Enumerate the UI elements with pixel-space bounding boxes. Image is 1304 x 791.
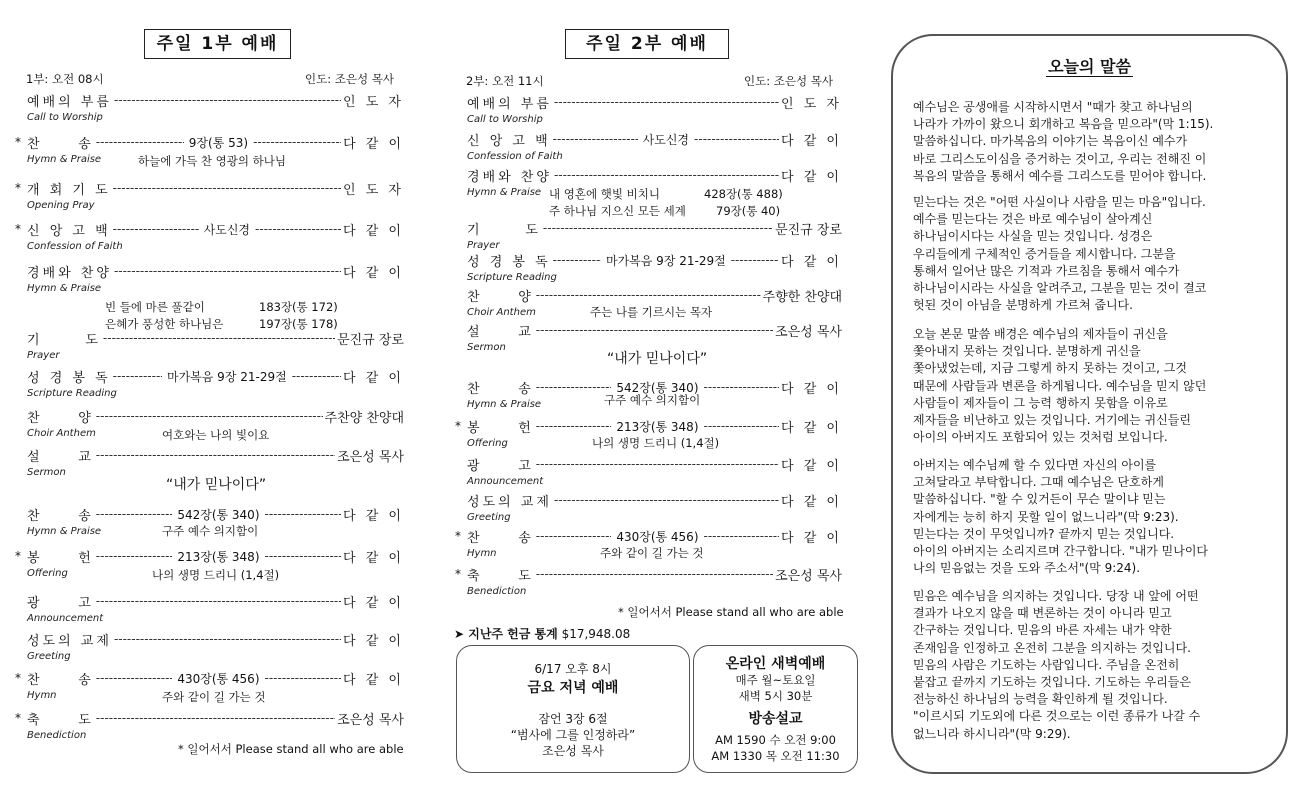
leader-dots — [96, 135, 184, 149]
word-line: 하나님이시다는 사실을 믿는 것입니다. 성경은 — [913, 229, 1153, 244]
offering-stats — [454, 625, 630, 642]
word-line: 헛된 것이 아님을 분명하게 가르쳐 줍니다. — [913, 298, 1133, 313]
leader-dots — [536, 419, 612, 433]
order-english: Choir Anthem — [467, 307, 536, 318]
word-line: 전능하신 하나님의 능력을 확인하게 될 것입니다. — [913, 692, 1168, 707]
leader-dots — [543, 221, 773, 235]
word-paragraph — [913, 457, 1269, 577]
order-label: 설 교 — [467, 324, 534, 340]
word-paragraph — [913, 588, 1269, 743]
hymn-title: 여호와는 나의 빛이요 — [162, 428, 270, 442]
friday-sermon: “범사에 그를 인정하라” — [510, 728, 636, 742]
word-line: 간구하는 것입니다. 믿음의 바른 자세는 내가 약한 — [913, 623, 1172, 638]
order-leader: 조은성 목사 — [337, 449, 404, 465]
order-label: 성 경 봉 독 — [27, 370, 111, 386]
order-label: 찬 양 — [467, 289, 534, 305]
order-detail: 430장(통 456) — [177, 671, 260, 686]
order-row — [467, 130, 842, 148]
order-label: 찬 송 — [467, 381, 534, 397]
order-english: Scripture Reading — [467, 272, 557, 283]
order-english: Confession of Faith — [27, 241, 123, 252]
order-detail: 213장(통 348) — [616, 419, 699, 434]
praise-song-number: 197장(통 178) — [259, 317, 338, 331]
todays-word-panel — [891, 34, 1288, 774]
broadcast-am1330: AM 1330 목 오전 11:30 — [711, 749, 840, 763]
order-english: Opening Pray — [27, 200, 95, 211]
word-line: 아버지는 예수님께 할 수 있다면 자신의 아이를 — [913, 458, 1157, 472]
order-label: 개 회 기 도 — [27, 182, 111, 198]
service2-leader: 인도: 조은성 목사 — [744, 74, 833, 88]
order-label: 광 고 — [467, 458, 534, 474]
order-detail: 9장(통 53) — [188, 135, 249, 150]
friday-preacher: 조은성 목사 — [542, 744, 604, 758]
order-label: 봉 헌 — [27, 550, 94, 566]
leader-dots — [114, 93, 341, 107]
leader-dots — [253, 135, 341, 149]
order-label: 축 도 — [27, 712, 94, 728]
service1-leader: 인도: 조은성 목사 — [305, 72, 394, 86]
word-line: 바로 그리스도이심을 증거하는 것이고, 우리는 전해진 이 — [913, 151, 1207, 166]
word-paragraph — [913, 99, 1269, 185]
order-leader: 다 같 이 — [781, 169, 842, 185]
order-label: 설 교 — [27, 449, 94, 465]
leader-dots — [554, 168, 779, 182]
leader-dots — [96, 549, 173, 563]
hymn-title: 나의 생명 드리니 (1,4절) — [592, 436, 720, 450]
order-label: 축 도 — [467, 568, 534, 584]
hymn-title: 구주 예수 의지함이 — [162, 524, 259, 538]
leader-dots — [536, 567, 773, 581]
friday-title: 금요 저녁 예배 — [527, 680, 619, 696]
stand-mark: * — [15, 222, 21, 236]
order-leader: 인 도 자 — [781, 96, 842, 112]
order-row — [467, 166, 842, 184]
leader-dots — [704, 529, 780, 543]
stand-mark: * — [455, 567, 461, 581]
order-leader: 다 같 이 — [343, 672, 404, 688]
order-label: 신 앙 고 백 — [467, 133, 551, 149]
order-label: 광 고 — [27, 595, 94, 611]
order-label: 예배의 부름 — [27, 94, 112, 110]
order-english: Hymn & Praise — [467, 399, 542, 410]
order-leader: 다 같 이 — [343, 136, 405, 152]
service1-time: 1부: 오전 08시 — [26, 72, 104, 86]
order-label: 찬 송 — [27, 672, 94, 688]
order-leader: 다 같 이 — [781, 530, 842, 546]
order-leader: 다 같 이 — [343, 508, 404, 524]
service1-sermon-title: “내가 믿나이다” — [166, 477, 267, 493]
order-row — [467, 321, 842, 339]
order-english: Greeting — [27, 651, 71, 662]
word-line: 통해서 일어난 많은 기적과 가르침을 통해서 예수가 — [913, 263, 1180, 278]
leader-dots — [113, 181, 341, 195]
stand-mark: * — [15, 181, 21, 195]
order-label: 봉 헌 — [467, 420, 534, 436]
praise-song-number: 183장(통 172) — [259, 300, 338, 314]
word-line: 믿는다는 것이 무엇입니까? 끝까지 믿는 것입니다. — [913, 526, 1175, 541]
word-line: 때문에 사람들과 변론을 하게됩니다. 예수님을 믿지 않던 — [913, 378, 1207, 393]
order-leader: 다 같 이 — [343, 265, 404, 281]
order-english: Sermon — [467, 342, 506, 353]
word-line: "이르시되 기도외에 다른 것으로는 이런 종류가 나갈 수 — [913, 709, 1201, 724]
order-row — [467, 219, 842, 237]
friday-date: 6/17 오후 8시 — [534, 662, 612, 676]
leader-dots — [536, 288, 761, 302]
word-line: 복음의 말씀을 통해서 예수를 그리스도를 믿어야 합니다. — [913, 168, 1207, 183]
stand-mark: * — [455, 419, 461, 433]
order-leader: 다 같 이 — [781, 420, 842, 436]
order-row — [467, 93, 842, 111]
order-leader: 조은성 목사 — [337, 712, 404, 728]
word-line: 말씀하십니다. 마가복음의 이야기는 복음이신 예수가 — [913, 134, 1188, 149]
order-english: Offering — [467, 438, 508, 449]
hymn-title: 주와 같이 길 가는 것 — [162, 690, 266, 704]
online-service-box — [693, 645, 858, 773]
leader-dots — [96, 507, 173, 521]
praise-song-title: 빈 들에 마른 풀같이 — [105, 300, 205, 314]
service2-stand-note: * 일어서서 Please stand all who are able — [618, 605, 844, 619]
order-row — [15, 709, 404, 728]
order-label: 찬 송 — [467, 530, 534, 546]
order-leader: 다 같 이 — [343, 223, 404, 239]
leader-dots — [536, 380, 612, 394]
word-line: 쫓아냈었는데, 지금 그렇게 하지 못하는 것이고, 그것 — [913, 361, 1187, 376]
order-english: Sermon — [27, 467, 66, 478]
order-row — [15, 133, 405, 152]
order-detail: 213장(통 348) — [177, 549, 260, 564]
leader-dots — [704, 380, 780, 394]
word-line: 하나님이시라는 사실을 알려주고, 그분을 믿는 것이 결코 — [913, 281, 1207, 296]
todays-word-title: 오늘의 말씀 — [1048, 57, 1131, 76]
order-leader: 다 같 이 — [781, 494, 842, 510]
word-line: 사람들이 제자들이 그 능력 행하지 못함을 이유로 — [913, 395, 1168, 410]
order-leader: 주찬양 찬양대 — [324, 410, 404, 426]
offering-stats-label: ➤ 지난주 헌금 통계 — [454, 627, 558, 641]
leader-dots — [265, 671, 342, 685]
order-leader: 인 도 자 — [343, 182, 404, 198]
leader-dots — [292, 369, 341, 383]
leader-dots — [96, 594, 341, 608]
leader-dots — [96, 448, 335, 462]
order-leader: 다 같 이 — [343, 633, 404, 649]
order-label: 성도의 교제 — [467, 494, 552, 510]
order-english: Offering — [27, 568, 68, 579]
order-detail: 마가복음 9장 21-29절 — [167, 369, 287, 384]
leader-dots — [536, 323, 773, 337]
word-line: 예수님은 공생애를 시작하시면서 "때가 찾고 하나님의 — [913, 100, 1193, 114]
order-detail: 마가복음 9장 21-29절 — [606, 253, 726, 268]
order-detail: 사도신경 — [203, 222, 251, 237]
order-leader: 다 같 이 — [343, 595, 404, 611]
word-line: 오늘 본문 말씀 배경은 예수님의 제자들이 귀신을 — [913, 327, 1168, 341]
broadcast-title: 방송설교 — [748, 711, 803, 727]
order-label: 찬 양 — [27, 410, 94, 426]
praise-song-number: 428장(통 488) — [704, 187, 783, 201]
praise-song-title: 은혜가 풍성한 하나님은 — [105, 317, 224, 331]
order-row — [27, 407, 404, 425]
order-row — [27, 91, 404, 109]
service1-title: 주일 1부 예배 — [144, 29, 291, 59]
order-english: Prayer — [27, 350, 60, 361]
leader-dots — [114, 632, 341, 646]
word-line: 믿음은 예수님을 의지하는 것입니다. 당장 내 앞에 어떤 — [913, 589, 1199, 603]
order-leader: 다 같 이 — [781, 133, 842, 149]
order-row — [15, 547, 404, 566]
leader-dots — [96, 671, 173, 685]
order-english: Confession of Faith — [467, 151, 563, 162]
order-leader: 조은성 목사 — [775, 324, 842, 340]
hymn-title: 하늘에 가득 찬 영광의 하나님 — [138, 154, 286, 168]
order-detail: 430장(통 456) — [616, 529, 699, 544]
word-line: 믿는다는 것은 "어떤 사실이나 사람을 믿는 마음"입니다. — [913, 195, 1206, 209]
service1-stand-note: * 일어서서 Please stand all who are able — [178, 742, 404, 756]
order-label: 찬 송 — [27, 508, 94, 524]
order-row — [467, 491, 842, 509]
stand-mark: * — [15, 549, 21, 563]
order-leader: 조은성 목사 — [775, 568, 842, 584]
order-english: Hymn — [467, 548, 497, 559]
order-label: 경배와 찬양 — [467, 169, 552, 185]
leader-dots — [113, 222, 199, 236]
leader-dots — [554, 95, 779, 109]
order-english: Hymn & Praise — [27, 526, 102, 537]
word-line: 붙잡고 끝까지 기도하는 것입니다. 기도하는 우리들은 — [913, 675, 1191, 690]
leader-dots — [114, 264, 341, 278]
service2-time: 2부: 오전 11시 — [466, 74, 544, 88]
order-label: 경배와 찬양 — [27, 265, 112, 281]
leader-dots — [536, 529, 612, 543]
order-row — [467, 455, 842, 473]
order-leader: 다 같 이 — [781, 381, 842, 397]
order-english: Announcement — [467, 476, 544, 487]
offering-stats-amount: $17,948.08 — [561, 627, 631, 641]
leader-dots — [554, 493, 779, 507]
order-leader: 다 같 이 — [781, 458, 842, 474]
order-row — [15, 179, 404, 198]
order-label: 성도의 교제 — [27, 633, 112, 649]
order-label: 성 경 봉 독 — [467, 254, 551, 270]
order-english: Call to Worship — [467, 114, 543, 125]
online-time: 새벽 5시 30분 — [738, 689, 813, 703]
broadcast-am1590: AM 1590 수 오전 9:00 — [715, 733, 836, 747]
online-days: 매주 월~토요일 — [735, 673, 816, 687]
leader-dots — [96, 409, 323, 423]
word-line: 예수를 믿는다는 것은 바로 예수님이 살아계신 — [913, 212, 1153, 227]
order-leader: 다 같 이 — [343, 550, 404, 566]
order-english: Hymn & Praise — [27, 154, 102, 165]
order-english: Prayer — [467, 240, 500, 251]
hymn-title: 나의 생명 드리니 (1,4절) — [152, 568, 280, 582]
order-leader: 문진규 장로 — [337, 332, 404, 348]
order-english: Greeting — [467, 512, 511, 523]
word-line: 아이의 아버지는 소리지르며 간구합니다. "내가 믿나이다 — [913, 544, 1209, 559]
order-row — [15, 220, 404, 239]
order-leader: 다 같 이 — [781, 254, 842, 270]
stand-mark: * — [15, 671, 21, 685]
word-line: 고쳐달라고 부탁합니다. 그때 예수님은 단호하게 — [913, 475, 1164, 490]
order-label: 예배의 부름 — [467, 96, 552, 112]
leader-dots — [255, 222, 341, 236]
order-row — [27, 630, 404, 648]
order-detail: 542장(통 340) — [616, 380, 699, 395]
word-line: 나라가 가까이 왔으니 회개하고 복음을 믿으라"(막 1:15). — [913, 117, 1214, 132]
order-english: Scripture Reading — [27, 388, 117, 399]
order-leader: 문진규 장로 — [775, 222, 842, 238]
word-line: 제자들을 비난하고 있는 것입니다. 거기에는 귀신들린 — [913, 413, 1191, 428]
order-row — [27, 446, 404, 464]
leader-dots — [265, 549, 342, 563]
order-label: 찬 송 — [27, 136, 94, 152]
leader-dots — [103, 331, 335, 345]
friday-service-box — [456, 645, 690, 773]
order-leader: 주향한 찬양대 — [762, 289, 842, 305]
leader-dots — [731, 253, 779, 267]
order-row — [27, 592, 404, 610]
order-row — [455, 417, 842, 436]
word-paragraph — [913, 326, 1269, 446]
order-detail: 사도신경 — [642, 132, 690, 147]
leader-dots — [265, 507, 342, 521]
stand-mark: * — [15, 711, 21, 725]
order-leader: 다 같 이 — [343, 370, 404, 386]
hymn-title: 주는 나를 기르시는 목자 — [590, 305, 713, 319]
word-line: 자에게는 능히 하지 못할 일이 없느니라"(막 9:23). — [913, 509, 1179, 524]
stand-mark: * — [15, 135, 21, 149]
order-detail: 542장(통 340) — [177, 507, 260, 522]
order-row — [467, 286, 842, 304]
order-leader: 인 도 자 — [343, 94, 404, 110]
leader-dots — [694, 132, 779, 146]
order-english: Benediction — [467, 586, 527, 597]
word-line: 우리들에게 구체적인 증거들을 제시합니다. 그분을 — [913, 246, 1176, 261]
order-row — [467, 251, 842, 269]
service2-title: 주일 2부 예배 — [565, 29, 729, 59]
order-row — [27, 262, 404, 280]
leader-dots — [704, 419, 780, 433]
order-english: Benediction — [27, 730, 87, 741]
word-line: 믿음의 사람은 기도하는 사람입니다. 주님을 온전히 — [913, 657, 1180, 672]
leader-dots — [553, 253, 601, 267]
stand-mark: * — [455, 529, 461, 543]
word-line: 결과가 나오지 않을 때 변론하는 것이 아니라 믿고 — [913, 606, 1172, 621]
order-row — [455, 565, 842, 584]
order-row — [455, 527, 842, 546]
leader-dots — [113, 369, 162, 383]
word-line: 말씀하십니다. "할 수 있거든이 무슨 말이냐 믿는 — [913, 492, 1166, 507]
service2-sermon-title: “내가 믿나이다” — [607, 351, 708, 367]
order-label: 신 앙 고 백 — [27, 223, 111, 239]
word-line: 아이의 아버지도 포함되어 있는 것처럼 보입니다. — [913, 430, 1168, 445]
leader-dots — [553, 132, 638, 146]
word-line: 존재임을 인정하고 온전히 그분을 의지하는 것입니다. — [913, 640, 1191, 655]
praise-song-number: 79장(통 40) — [716, 204, 781, 218]
word-line: 없느니라 하시니라"(막 9:29). — [913, 726, 1071, 741]
word-paragraph — [913, 194, 1269, 314]
order-english: Call to Worship — [27, 112, 103, 123]
word-line: 쫓아내지 못하는 것입니다. 분명하게 귀신을 — [913, 344, 1141, 359]
order-row — [27, 505, 404, 523]
friday-scripture: 잠언 3장 6절 — [538, 712, 608, 726]
hymn-title: 주와 같이 길 가는 것 — [600, 546, 704, 560]
order-english: Hymn & Praise — [27, 283, 102, 294]
order-english: Hymn — [27, 690, 57, 701]
order-english: Announcement — [27, 613, 104, 624]
order-english: Choir Anthem — [27, 428, 96, 439]
hymn-title: 구주 예수 의지함이 — [604, 393, 701, 407]
leader-dots — [536, 457, 779, 471]
order-row — [15, 669, 404, 688]
order-english: Hymn & Praise — [467, 187, 542, 198]
order-row — [27, 367, 404, 385]
online-title: 온라인 새벽예배 — [725, 656, 826, 672]
praise-song-title: 주 하나님 지으신 모든 세계 — [549, 204, 686, 218]
order-label: 기 도 — [27, 332, 101, 348]
word-line: 나의 믿음없는 것을 도와 주소서"(막 9:24). — [913, 561, 1141, 576]
praise-song-title: 내 영혼에 햇빛 비치니 — [549, 187, 660, 201]
order-label: 기 도 — [467, 222, 541, 238]
leader-dots — [96, 711, 335, 725]
